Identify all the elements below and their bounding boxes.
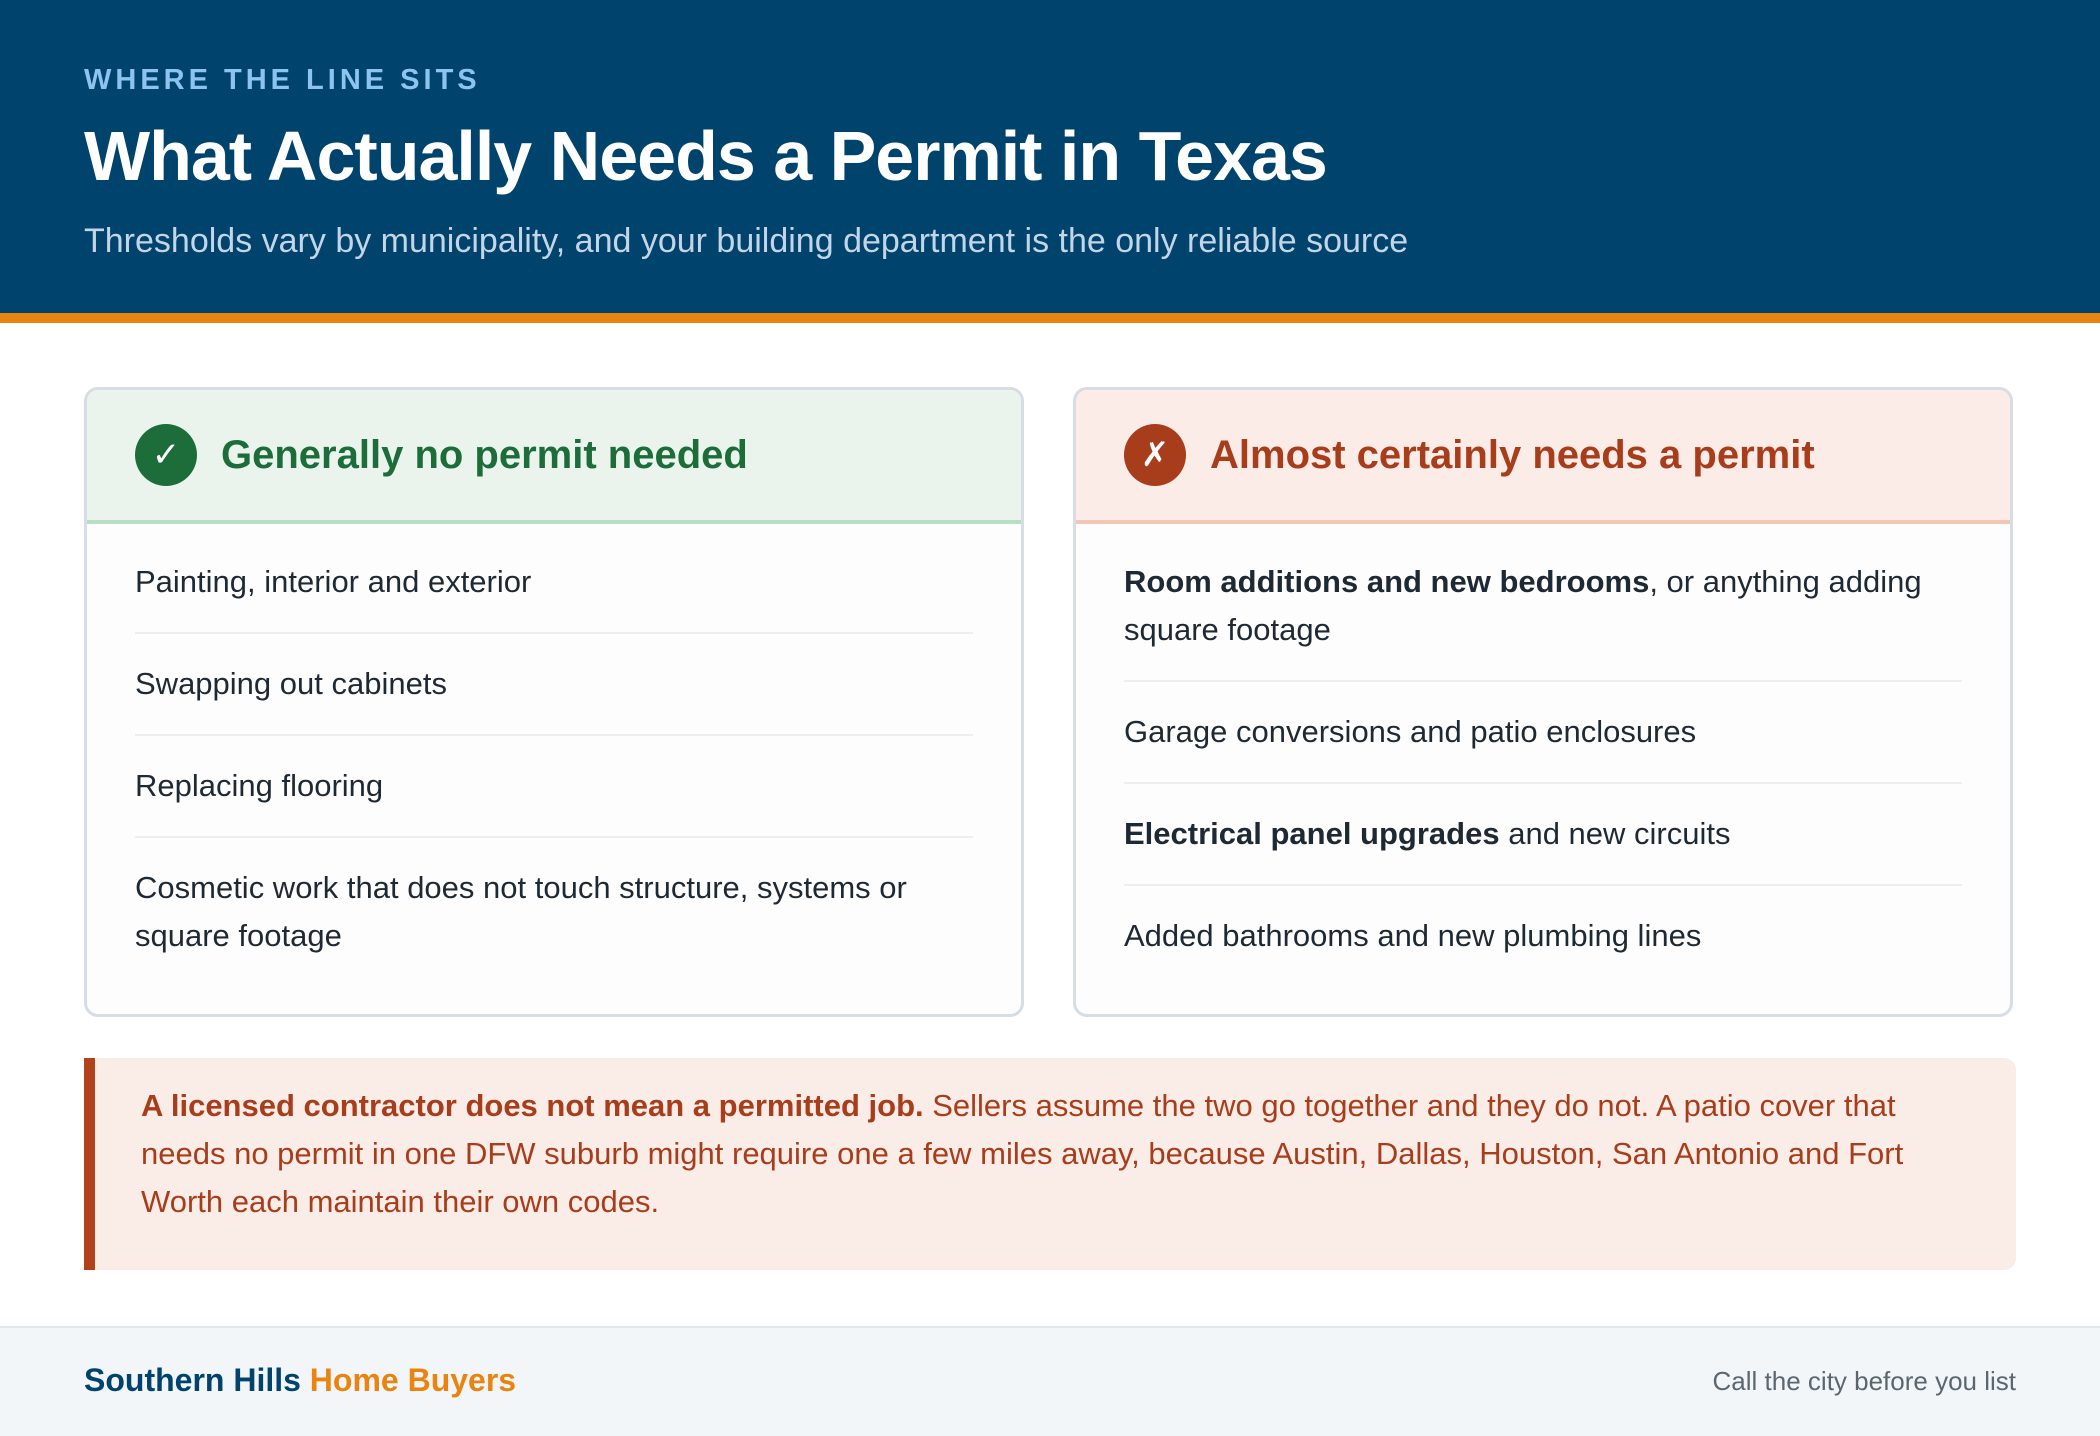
- no-permit-panel: [84, 387, 1024, 1017]
- warning-callout: [84, 1058, 2016, 1270]
- brand-primary: Southern Hills: [84, 1362, 301, 1398]
- list-item: [1124, 802, 1962, 886]
- footer-tagline: Call the city before you list: [1712, 1366, 2016, 1396]
- x-icon: ✗: [1124, 424, 1186, 486]
- list-item: Cosmetic work that does not touch structure, systems or square footage: [135, 870, 907, 953]
- permit-list: [1076, 524, 2010, 986]
- list-item-emphasis: Room additions and new bedrooms: [1124, 564, 1650, 599]
- list-item: [1124, 904, 1962, 986]
- callout-text: Sellers assume the two go together and they do not. A patio cover that needs no permit in one DFW suburb might require one a few miles away, because Austin, Dallas, Houston, San Antonio and Fort Worth each maintain their own codes.: [141, 1088, 1904, 1219]
- check-icon: ✓: [135, 424, 197, 486]
- list-item-text: Garage conversions and patio enclosures: [1124, 714, 1697, 749]
- page-title: What Actually Needs a Permit in Texas: [84, 117, 1327, 195]
- no-permit-panel-title: Generally no permit needed: [221, 432, 748, 477]
- footer: [0, 1326, 2100, 1436]
- permit-panel: [1073, 387, 2013, 1017]
- list-item: [1124, 700, 1962, 784]
- list-item-text: Added bathrooms and new plumbing lines: [1124, 918, 1702, 953]
- permit-panel-title: Almost certainly needs a permit: [1210, 432, 1815, 477]
- list-item: Replacing flooring: [135, 754, 973, 838]
- header: [0, 0, 2100, 323]
- list-item: [1124, 550, 1962, 682]
- page-subtitle: Thresholds vary by municipality, and your building department is the only reliable source: [84, 222, 1409, 260]
- brand-accent: Home Buyers: [309, 1362, 517, 1398]
- permit-panel-header: [1076, 390, 2010, 524]
- no-permit-panel-header: [87, 390, 1021, 524]
- list-item-emphasis: Electrical panel upgrades: [1124, 816, 1500, 851]
- brand-logo: [84, 1362, 516, 1399]
- list-item-text: and new circuits: [1499, 816, 1731, 851]
- eyebrow: WHERE THE LINE SITS: [84, 64, 481, 96]
- list-item: Painting, interior and exterior: [135, 550, 973, 634]
- list-item-text: , or anything adding square footage: [1124, 564, 1922, 647]
- callout-emphasis: A licensed contractor does not mean a permitted job.: [141, 1088, 924, 1123]
- list-item: Swapping out cabinets: [135, 652, 973, 736]
- no-permit-list: [87, 524, 1021, 986]
